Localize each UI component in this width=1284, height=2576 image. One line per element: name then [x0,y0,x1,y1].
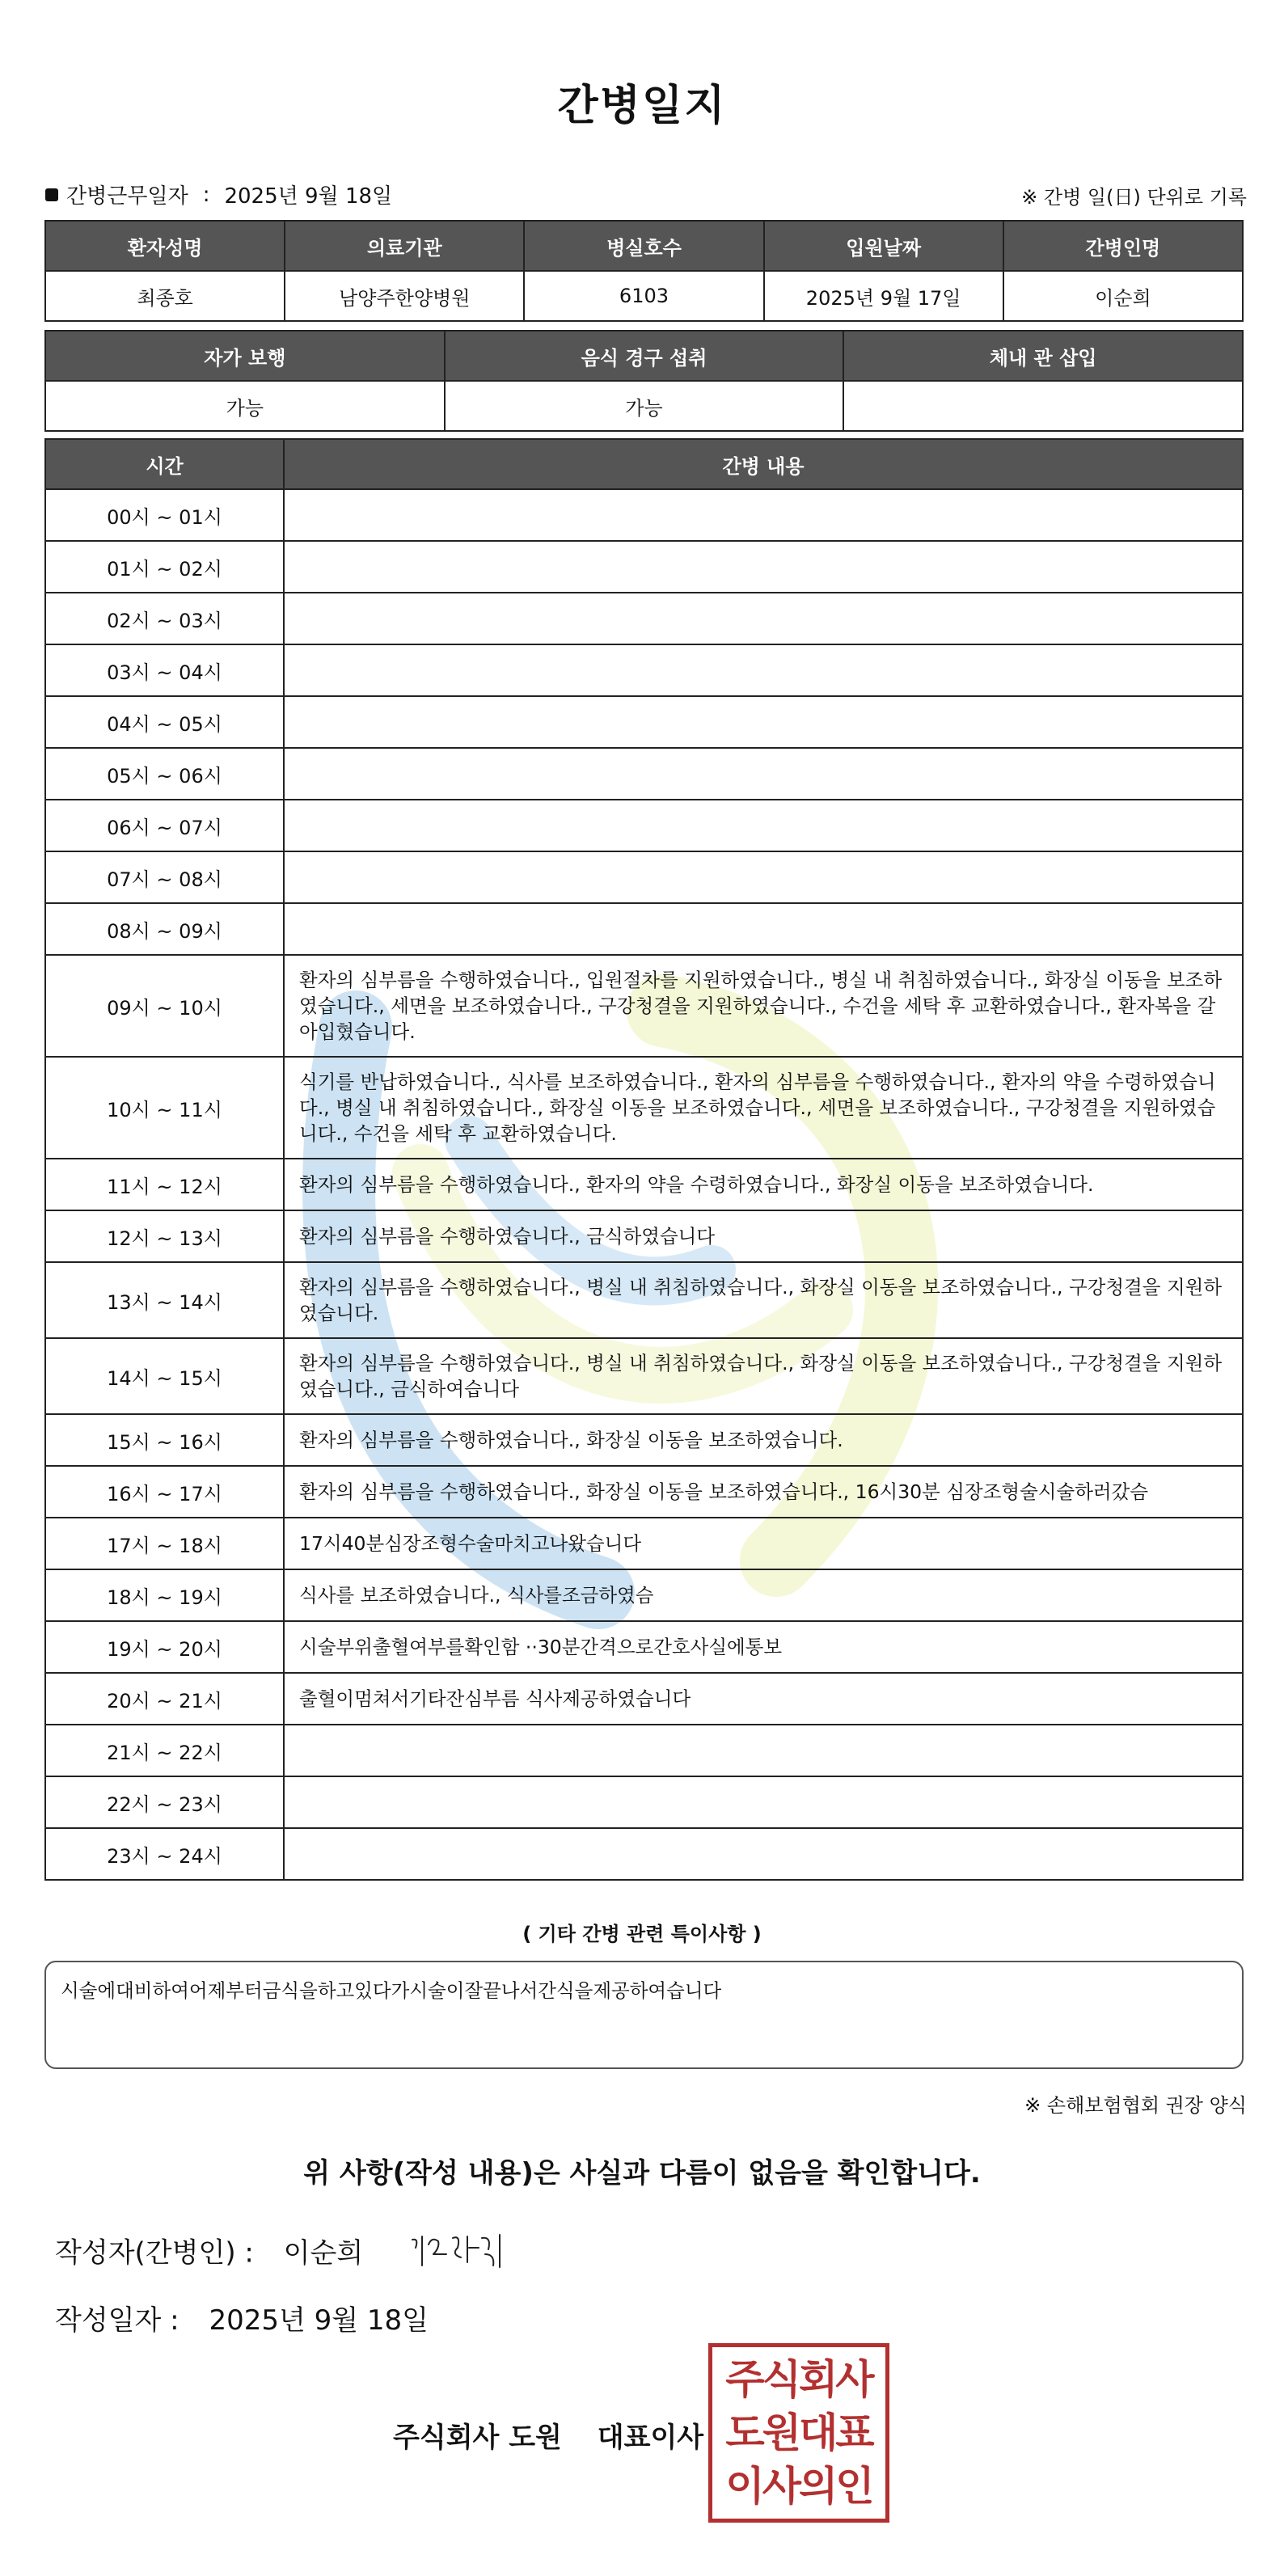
log-time: 18시 ~ 19시 [45,1569,284,1621]
oral-intake-status: 가능 [445,381,844,431]
recommend-note: ※ 손해보험협회 권장 양식 [1024,2094,1247,2117]
bullet-square-icon [45,188,58,201]
info-header: 병실호수 [524,221,763,271]
log-content [284,1725,1243,1776]
log-content: 환자의 심부름을 수행하였습니다., 환자의 약을 수령하였습니다., 화장실 이동을 보조하였습니다. [284,1159,1243,1210]
log-time: 19시 ~ 20시 [45,1621,284,1673]
room-number: 6103 [524,271,763,321]
log-content [284,644,1243,696]
log-time: 15시 ~ 16시 [45,1414,284,1466]
seal-line: 도원대표 [725,2409,872,2456]
log-row [45,955,1243,1057]
written-date-value: 2025년 9월 18일 [209,2304,429,2337]
log-time: 16시 ~ 17시 [45,1466,284,1518]
log-time: 09시 ~ 10시 [45,955,284,1057]
care-log-table [44,438,1244,1881]
special-notes-text: 시술에대비하여어제부터금식을하고있다가시술이잘끝나서간식을제공하여습니다 [61,1979,722,2002]
log-row [45,851,1243,903]
log-time: 17시 ~ 18시 [45,1518,284,1569]
log-content: 환자의 심부름을 수행하였습니다., 입원절차를 지원하였습니다., 병실 내 취침하였습니다., 화장실 이동을 보조하였습니다., 세면을 보조하였습니다., 구강청결을 지원하였습니다., 수건을 세탁 후 교환하였습니다., 환자복을 갈아입혔습니다. [284,955,1243,1057]
log-time: 21시 ~ 22시 [45,1725,284,1776]
log-header-content: 간병 내용 [284,439,1243,489]
log-time: 00시 ~ 01시 [45,489,284,541]
info-header: 환자성명 [45,221,285,271]
admission-date: 2025년 9월 17일 [764,271,1003,321]
info-header: 간병인명 [1003,221,1243,271]
writer-name: 이순희 [283,2236,364,2270]
company-row [393,2415,703,2455]
info-header: 의료기관 [285,221,524,271]
seal-line: 주식회사 [725,2356,872,2403]
confirmation-statement: 위 사항(작성 내용)은 사실과 다름이 없음을 확인합니다. [303,2157,981,2190]
log-time: 06시 ~ 07시 [45,800,284,851]
log-content [284,851,1243,903]
log-row [45,541,1243,593]
log-time: 23시 ~ 24시 [45,1828,284,1880]
log-content: 환자의 심부름을 수행하였습니다., 병실 내 취침하였습니다., 화장실 이동을 보조하였습니다., 구강청결을 지원하였습니다., 금식하여습니다 [284,1338,1243,1414]
log-content [284,696,1243,748]
log-time: 01시 ~ 02시 [45,541,284,593]
log-content [284,748,1243,800]
log-row [45,1466,1243,1518]
log-content [284,593,1243,644]
log-content [284,1776,1243,1828]
log-time: 03시 ~ 04시 [45,644,284,696]
log-row [45,903,1243,955]
care-date-value: 2025년 9월 18일 [224,184,393,209]
log-content: 환자의 심부름을 수행하였습니다., 화장실 이동을 보조하였습니다. [284,1414,1243,1466]
caregiver-name: 이순희 [1003,271,1243,321]
log-content: 출혈이멈쳐서기타잔심부름 식사제공하였습니다 [284,1673,1243,1725]
page-title: 간병일지 [557,82,727,130]
log-time: 13시 ~ 14시 [45,1262,284,1338]
log-row [45,1776,1243,1828]
log-content [284,541,1243,593]
log-row [45,489,1243,541]
written-date-label: 작성일자 : [55,2304,180,2337]
writer-label: 작성자(간병인) : [55,2236,254,2270]
log-content [284,1828,1243,1880]
log-time: 22시 ~ 23시 [45,1776,284,1828]
log-row [45,1210,1243,1262]
company-name: 주식회사 도원 [393,2422,562,2454]
writer-row [55,2230,526,2278]
log-time: 20시 ~ 21시 [45,1673,284,1725]
log-row [45,1673,1243,1725]
log-time: 08시 ~ 09시 [45,903,284,955]
special-notes-box [44,1961,1244,2069]
patient-info-table [44,220,1244,322]
log-content: 환자의 심부름을 수행하였습니다., 병실 내 취침하였습니다., 화장실 이동을 보조하였습니다., 구강청결을 지원하였습니다. [284,1262,1243,1338]
status-header: 자가 보행 [45,331,445,381]
log-content [284,800,1243,851]
care-date-row [45,179,392,209]
log-row [45,1414,1243,1466]
special-notes-title: ( 기타 간병 관련 특이사항 ) [522,1923,762,1945]
log-row [45,644,1243,696]
log-row [45,1828,1243,1880]
log-row [45,1262,1243,1338]
log-row [45,1159,1243,1210]
log-row [45,593,1243,644]
log-time: 12시 ~ 13시 [45,1210,284,1262]
log-row [45,800,1243,851]
log-time: 11시 ~ 12시 [45,1159,284,1210]
patient-name: 최종호 [45,271,285,321]
hospital-name: 남양주한양병원 [285,271,524,321]
log-time: 10시 ~ 11시 [45,1057,284,1159]
log-content [284,903,1243,955]
status-header: 음식 경구 섭취 [445,331,844,381]
log-time: 14시 ~ 15시 [45,1338,284,1414]
log-time: 05시 ~ 06시 [45,748,284,800]
log-row [45,1057,1243,1159]
log-content: 환자의 심부름을 수행하였습니다., 화장실 이동을 보조하였습니다., 16시30분 심장조형술시술하러갔슴 [284,1466,1243,1518]
log-time: 07시 ~ 08시 [45,851,284,903]
unit-note: ※ 간병 일(日) 단위로 기록 [1021,186,1247,209]
tube-status [843,381,1243,431]
log-time: 02시 ~ 03시 [45,593,284,644]
log-content: 식사를 보조하였습니다., 식사를조금하였슴 [284,1569,1243,1621]
log-header-time: 시간 [45,439,284,489]
care-date-sep: : [202,182,210,207]
log-row [45,1569,1243,1621]
log-content: 환자의 심부름을 수행하였습니다., 금식하였습니다 [284,1210,1243,1262]
log-row [45,696,1243,748]
log-row [45,1338,1243,1414]
log-row [45,1725,1243,1776]
log-row [45,1621,1243,1673]
care-date-label: 간병근무일자 [66,184,188,209]
walking-status: 가능 [45,381,445,431]
patient-status-table [44,330,1244,432]
info-header: 입원날짜 [764,221,1003,271]
company-role: 대표이사 [597,2422,704,2454]
company-seal [708,2343,889,2523]
log-time: 04시 ~ 05시 [45,696,284,748]
log-content [284,489,1243,541]
log-row [45,1518,1243,1569]
seal-line: 이사의인 [725,2463,872,2510]
handwritten-signature [404,2230,526,2278]
log-content: 17시40분심장조형수술마치고나왔습니다 [284,1518,1243,1569]
log-content: 식기를 반납하였습니다., 식사를 보조하였습니다., 환자의 심부름을 수행하였습니다., 환자의 약을 수령하였습니다., 병실 내 취침하였습니다., 화장실 이동을 보조하였습니다., 세면을 보조하였습니다., 구강청결을 지원하였습니다., 수건을 세탁 후 교환하였습니다. [284,1057,1243,1159]
log-row [45,748,1243,800]
written-date-row [55,2298,429,2337]
log-content: 시술부위출혈여부를확인함 ··30분간격으로간호사실에통보 [284,1621,1243,1673]
status-header: 체내 관 삽입 [843,331,1243,381]
